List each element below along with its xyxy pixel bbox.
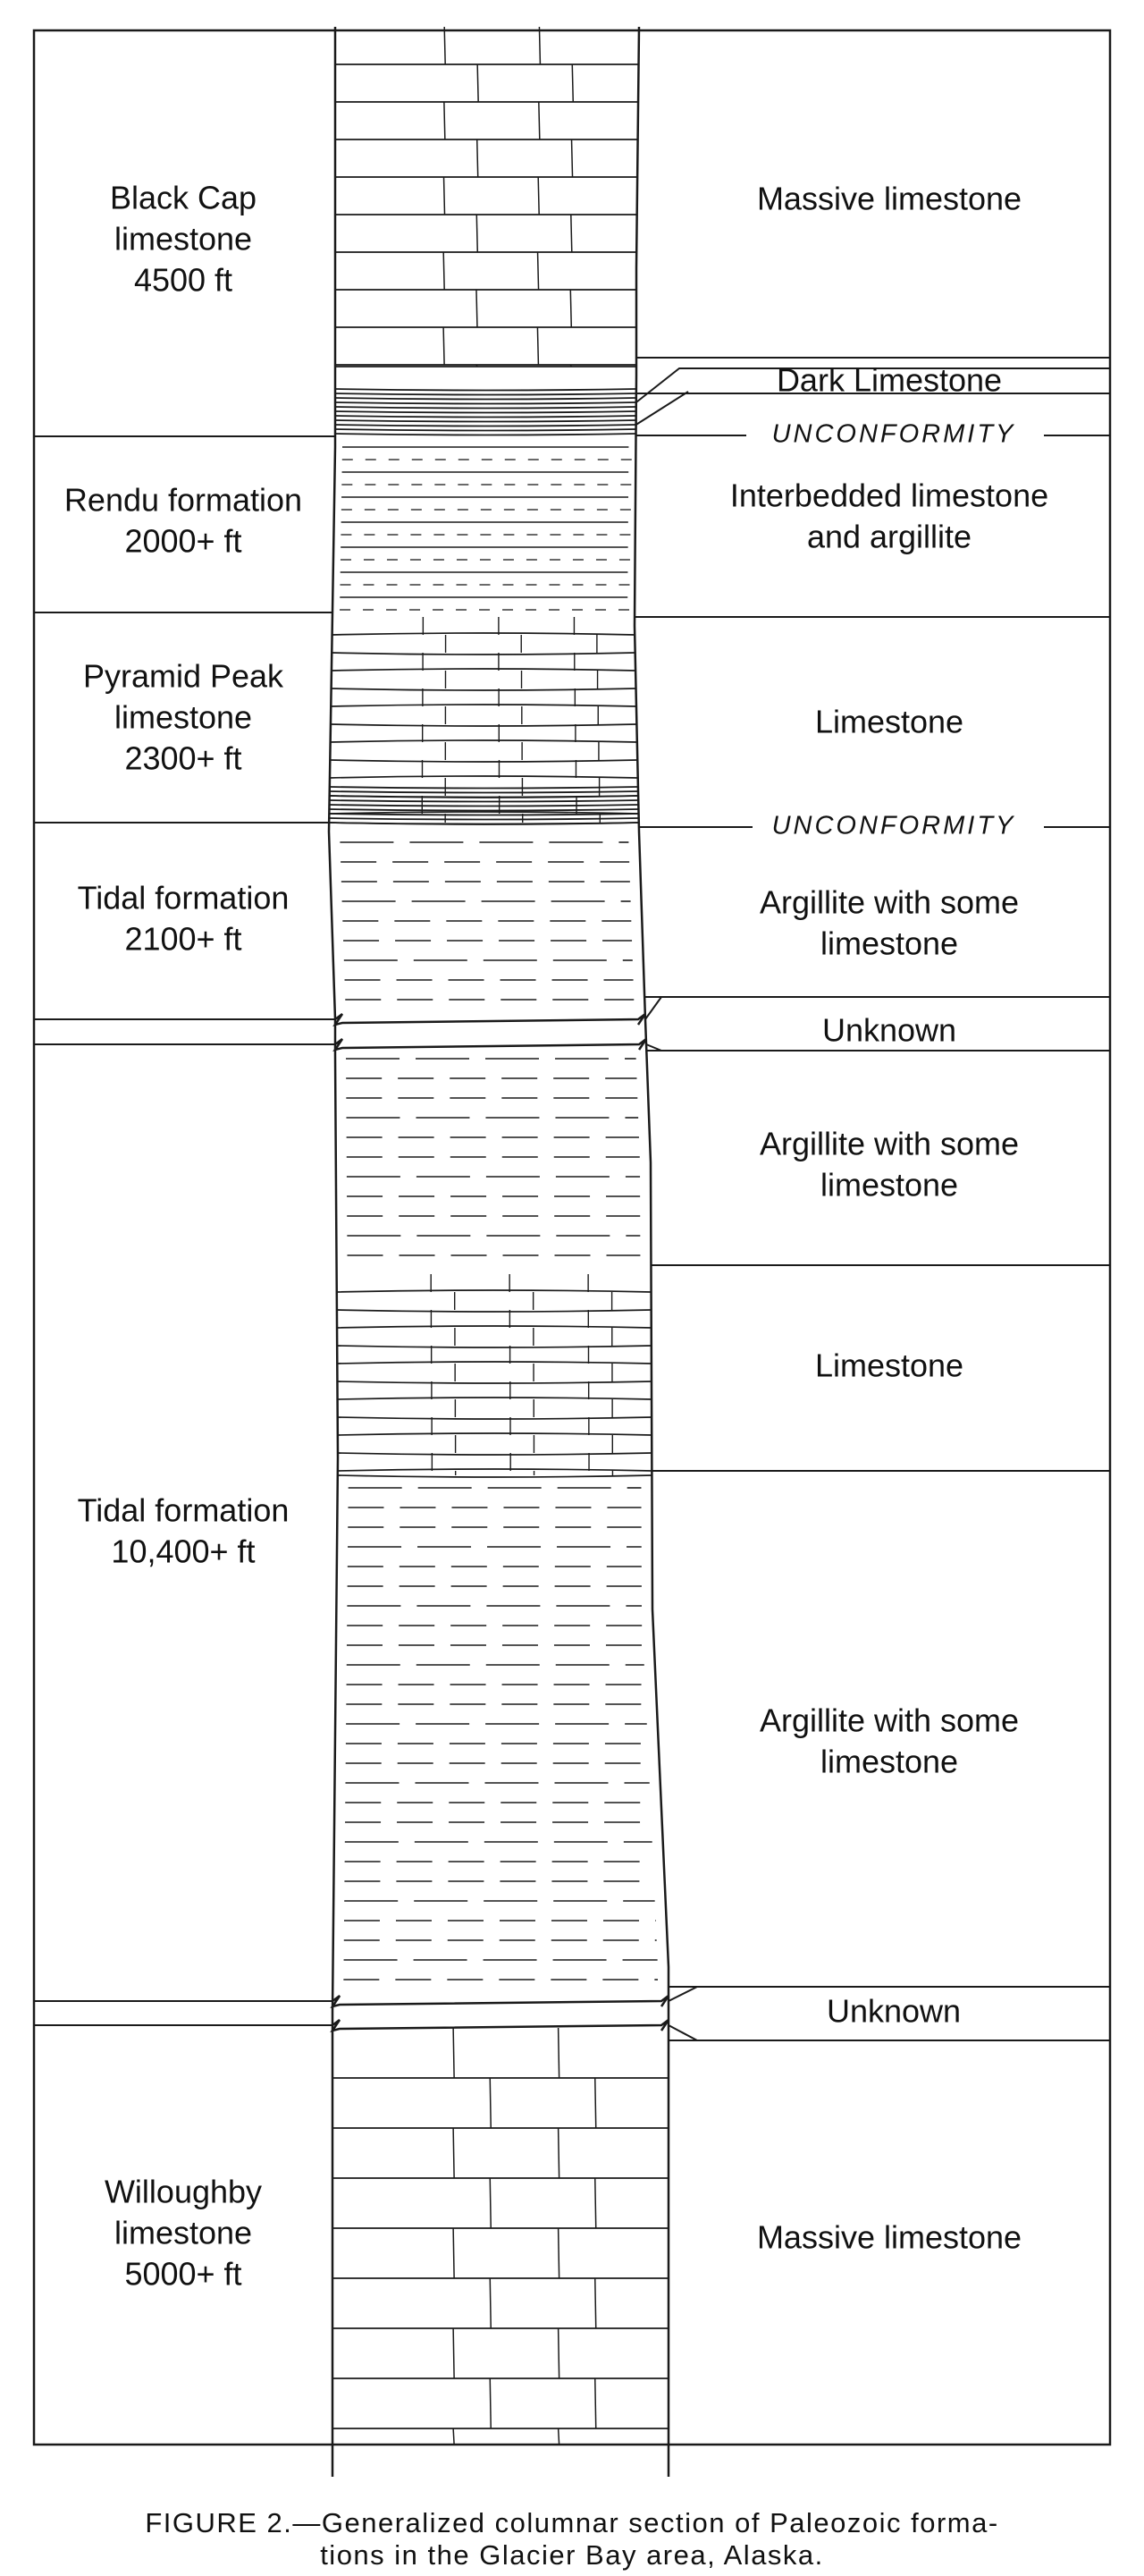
massive-limestone-top-pattern-joint (444, 27, 445, 64)
massive-limestone-top-pattern-joint (571, 215, 572, 252)
dark-limestone-pattern-band (335, 411, 636, 413)
lithology-dark-limestone-line-1: Dark Limestone (776, 361, 1003, 399)
massive-limestone-top-pattern-joint (539, 102, 540, 139)
willoughby-pattern-joint (595, 2178, 596, 2228)
limestone-lower-pattern-bed-5 (337, 1381, 652, 1383)
pyramid-limestone-pattern-bed-8 (330, 776, 638, 778)
unknown-upper-leader-top (645, 997, 661, 1019)
lithology-argillite-2-line-2: limestone (820, 1166, 959, 1204)
pyramid-dark-pattern-band (330, 787, 638, 789)
limestone-lower-pattern-bed-7 (338, 1417, 652, 1419)
massive-limestone-top-pattern-joint (570, 290, 571, 327)
limestone-lower-pattern-bed-1 (337, 1310, 652, 1312)
limestone-lower-pattern-bed-4 (337, 1362, 652, 1364)
massive-limestone-top-pattern-joint (539, 27, 540, 64)
dark-limestone-pattern-band (335, 407, 636, 409)
dark-limestone-pattern-band (335, 434, 636, 435)
pyramid-dark-pattern-band (330, 796, 638, 798)
unknown-lower-break-bottom-zigzag (332, 2020, 669, 2031)
willoughby-pattern-joint (595, 2078, 596, 2128)
dark-limestone-pattern-band (335, 425, 636, 427)
limestone-lower-pattern-bed-9 (338, 1453, 652, 1455)
willoughby-pattern-joint (453, 2228, 454, 2278)
willoughby-pattern-joint (490, 2178, 491, 2228)
pyramid-dark-pattern-band (329, 818, 638, 820)
massive-limestone-top-pattern-joint (570, 365, 571, 367)
pyramid-dark-pattern-band (329, 814, 638, 815)
willoughby-pattern-joint (453, 2028, 454, 2078)
dark-limestone-pattern-band (335, 420, 636, 422)
willoughby-pattern-joint (453, 2128, 454, 2178)
massive-limestone-top-pattern-joint (443, 252, 444, 290)
limestone-lower-pattern-bed-8 (338, 1433, 652, 1435)
formation-black-cap-line-3: 4500 ft (133, 261, 233, 299)
willoughby-pattern-joint (453, 2428, 454, 2445)
massive-limestone-top-pattern-joint (477, 64, 478, 102)
dark-limestone-pattern-band (335, 429, 636, 431)
massive-limestone-top-pattern-joint (476, 365, 477, 367)
dark-limestone-pattern-band (335, 393, 636, 395)
formation-tidal-lower-line-2: 10,400+ ft (111, 1533, 256, 1570)
pyramid-limestone-pattern-bed-7 (330, 760, 637, 762)
caption-line-2: tions in the Glacier Bay area, Alaska. (320, 2539, 824, 2571)
formation-rendu-line-1: Rendu formation (63, 481, 303, 519)
unknown-upper-leader-bottom (646, 1044, 661, 1051)
pyramid-limestone-pattern-bed-3 (332, 688, 636, 690)
formation-tidal-lower-line-1: Tidal formation (77, 1491, 290, 1529)
massive-limestone-top-pattern-joint (538, 177, 539, 215)
caption-line-1: FIGURE 2.—Generalized columnar section of Paleozoic forma- (145, 2507, 999, 2538)
willoughby-pattern-joint (490, 2078, 491, 2128)
lithology-limestone-upper-line-1: Limestone (814, 703, 964, 740)
lithology-unknown-upper-line-1: Unknown (821, 1011, 957, 1049)
pyramid-limestone-pattern-bed-10 (329, 812, 638, 814)
massive-limestone-top-pattern-joint (443, 327, 444, 365)
pyramid-dark-pattern-band (329, 823, 639, 824)
formation-pyramid-peak-line-2: limestone (114, 698, 253, 736)
lithology-argillite-2-line-1: Argillite with some (759, 1125, 1020, 1162)
formation-black-cap-line-2: limestone (114, 220, 253, 258)
lithology-massive-limestone-top-line-1: Massive limestone (756, 180, 1022, 217)
pyramid-limestone-pattern-bed-2 (332, 669, 635, 671)
formation-tidal-upper-line-1: Tidal formation (77, 879, 290, 916)
formation-pyramid-peak-line-3: 2300+ ft (124, 739, 242, 777)
unconformity-lower-label: UNCONFORMITY (771, 811, 1016, 840)
formation-tidal-upper-line-2: 2100+ ft (124, 920, 242, 958)
massive-limestone-top-pattern-joint (476, 215, 477, 252)
limestone-lower-pattern-bed-6 (338, 1398, 652, 1399)
lithology-argillite-3-line-2: limestone (820, 1743, 959, 1780)
willoughby-pattern-joint (595, 2278, 596, 2328)
figure-caption (145, 2507, 998, 2571)
formation-pyramid-peak-line-1: Pyramid Peak (82, 657, 284, 695)
pyramid-limestone-pattern-bed-4 (331, 705, 636, 706)
formation-rendu-line-2: 2000+ ft (124, 522, 242, 560)
dark-limestone-pattern-band (335, 398, 636, 400)
unknown-upper-break-top-zigzag (335, 1014, 645, 1025)
willoughby-pattern-joint (490, 2378, 491, 2428)
lithology-massive-limestone-bottom-line-1: Massive limestone (756, 2218, 1022, 2256)
lithology-interbedded-line-2: and argillite (806, 518, 972, 555)
limestone-lower-pattern-bed-2 (337, 1326, 652, 1328)
massive-limestone-top-pattern-joint (572, 64, 573, 102)
lithology-unknown-lower-line-1: Unknown (826, 1992, 962, 2030)
massive-limestone-top-pattern-joint (444, 102, 445, 139)
massive-limestone-top-pattern-joint (444, 177, 445, 215)
dark-limestone-pattern-band (335, 402, 636, 404)
massive-limestone-top-pattern-joint (572, 139, 573, 177)
rock-column (329, 27, 669, 2445)
lithology-argillite-3-line-1: Argillite with some (759, 1702, 1020, 1739)
limestone-lower-pattern-bed-11 (338, 1475, 652, 1477)
massive-limestone-top-pattern-joint (538, 252, 539, 290)
formation-willoughby-line-1: Willoughby (104, 2173, 263, 2210)
lithology-argillite-1-line-2: limestone (820, 925, 959, 962)
massive-limestone-top-pattern-joint (477, 139, 478, 177)
pyramid-limestone-pattern-bed-5 (331, 724, 636, 726)
pyramid-limestone-pattern-bed-6 (331, 740, 637, 742)
unknown-upper-break-bottom-zigzag (335, 1039, 646, 1050)
column-left-edge (329, 27, 338, 2477)
limestone-lower-pattern-bed-0 (337, 1290, 652, 1292)
pyramid-dark-pattern-band (330, 791, 638, 793)
limestone-lower-pattern-bed-3 (337, 1346, 652, 1347)
willoughby-pattern-joint (453, 2328, 454, 2378)
unknown-lower-leader-bottom (669, 2025, 697, 2040)
dark-limestone-pattern-band (335, 389, 636, 391)
limestone-lower-pattern-bed-10 (338, 1469, 652, 1471)
massive-limestone-top-pattern-joint (537, 327, 538, 365)
unconformity-upper-label: UNCONFORMITY (771, 419, 1016, 449)
pyramid-dark-pattern-band (329, 809, 638, 811)
massive-limestone-top-pattern-joint (476, 290, 477, 327)
pyramid-limestone-pattern-bed-0 (332, 633, 635, 635)
unknown-lower-leader-top (669, 1987, 697, 2001)
dark-limestone-pattern-band (335, 416, 636, 418)
lithology-interbedded-line-1: Interbedded limestone (729, 477, 1049, 514)
unknown-lower-break-top-zigzag (332, 1996, 669, 2006)
formation-black-cap-line-1: Black Cap (109, 179, 257, 216)
pyramid-limestone-pattern-bed-1 (332, 653, 635, 655)
willoughby-pattern-joint (490, 2278, 491, 2328)
lithology-limestone-lower-line-1: Limestone (814, 1347, 964, 1384)
willoughby-pattern-joint (595, 2378, 596, 2428)
formation-willoughby-line-3: 5000+ ft (124, 2255, 242, 2293)
pyramid-dark-pattern-band (330, 800, 639, 802)
pyramid-dark-pattern-band (329, 805, 638, 807)
formation-willoughby-line-2: limestone (114, 2214, 253, 2251)
lithology-argillite-1-line-1: Argillite with some (759, 883, 1020, 921)
